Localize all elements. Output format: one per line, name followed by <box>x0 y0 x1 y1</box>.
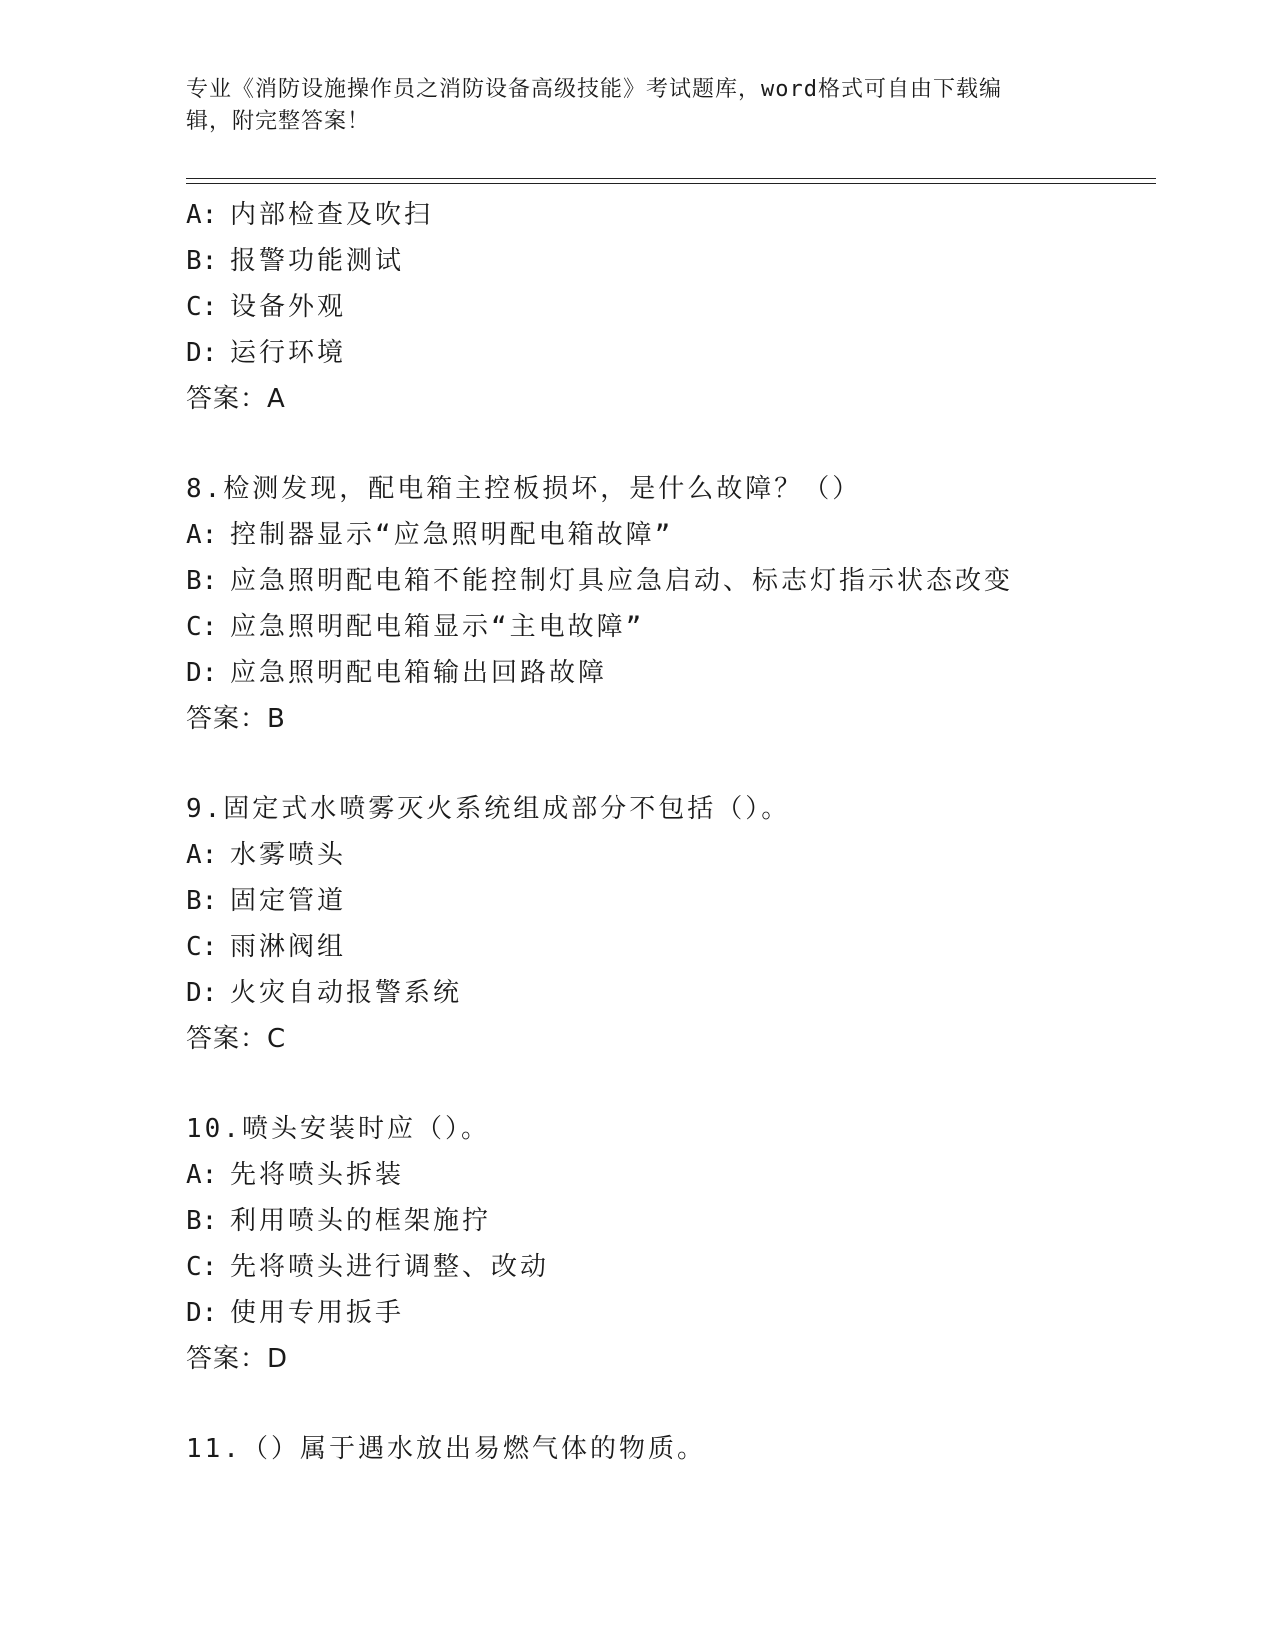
header-line-2: 辑，附完整答案！ <box>186 109 371 134</box>
question-block-8 <box>186 466 1156 742</box>
option-b: B: 应急照明配电箱不能控制灯具应急启动、标志灯指示状态改变 <box>186 566 1014 596</box>
option-a: A: 先将喷头拆装 <box>186 1160 405 1190</box>
question-text: 11.（）属于遇水放出易燃气体的物质。 <box>186 1434 706 1464</box>
option-d: D: 火灾自动报警系统 <box>186 978 463 1008</box>
option-b: B: 报警功能测试 <box>186 246 405 276</box>
question-block-7 <box>186 192 1156 422</box>
answer-line: 答案：C <box>186 1024 287 1054</box>
question-text: 10.喷头安装时应（）。 <box>186 1114 490 1144</box>
option-b: B: 利用喷头的框架施拧 <box>186 1206 492 1236</box>
option-a: A: 控制器显示“应急照明配电箱故障” <box>186 520 674 550</box>
option-c: C: 雨淋阀组 <box>186 932 347 962</box>
header-line-1: 专业《消防设施操作员之消防设备高级技能》考试题库，word格式可自由下载编 <box>186 77 1002 102</box>
header-double-rule <box>186 178 1156 184</box>
question-block-10 <box>186 1106 1156 1382</box>
option-d: D: 应急照明配电箱输出回路故障 <box>186 658 608 688</box>
question-block-9 <box>186 786 1156 1062</box>
option-d: D: 运行环境 <box>186 338 347 368</box>
option-a: A: 水雾喷头 <box>186 840 347 870</box>
question-list <box>186 192 1156 1472</box>
option-b: B: 固定管道 <box>186 886 347 916</box>
option-d: D: 使用专用扳手 <box>186 1298 405 1328</box>
option-c: C: 先将喷头进行调整、改动 <box>186 1252 550 1282</box>
option-a: A: 内部检查及吹扫 <box>186 200 434 230</box>
answer-line: 答案：B <box>186 704 286 734</box>
question-block-11 <box>186 1426 1156 1472</box>
document-header <box>186 74 1086 138</box>
question-text: 8.检测发现，配电箱主控板损坏，是什么故障？（） <box>186 474 862 504</box>
option-c: C: 应急照明配电箱显示“主电故障” <box>186 612 645 642</box>
question-text: 9.固定式水喷雾灭火系统组成部分不包括（）。 <box>186 794 791 824</box>
answer-line: 答案：A <box>186 384 286 414</box>
answer-line: 答案：D <box>186 1344 289 1374</box>
option-c: C: 设备外观 <box>186 292 347 322</box>
